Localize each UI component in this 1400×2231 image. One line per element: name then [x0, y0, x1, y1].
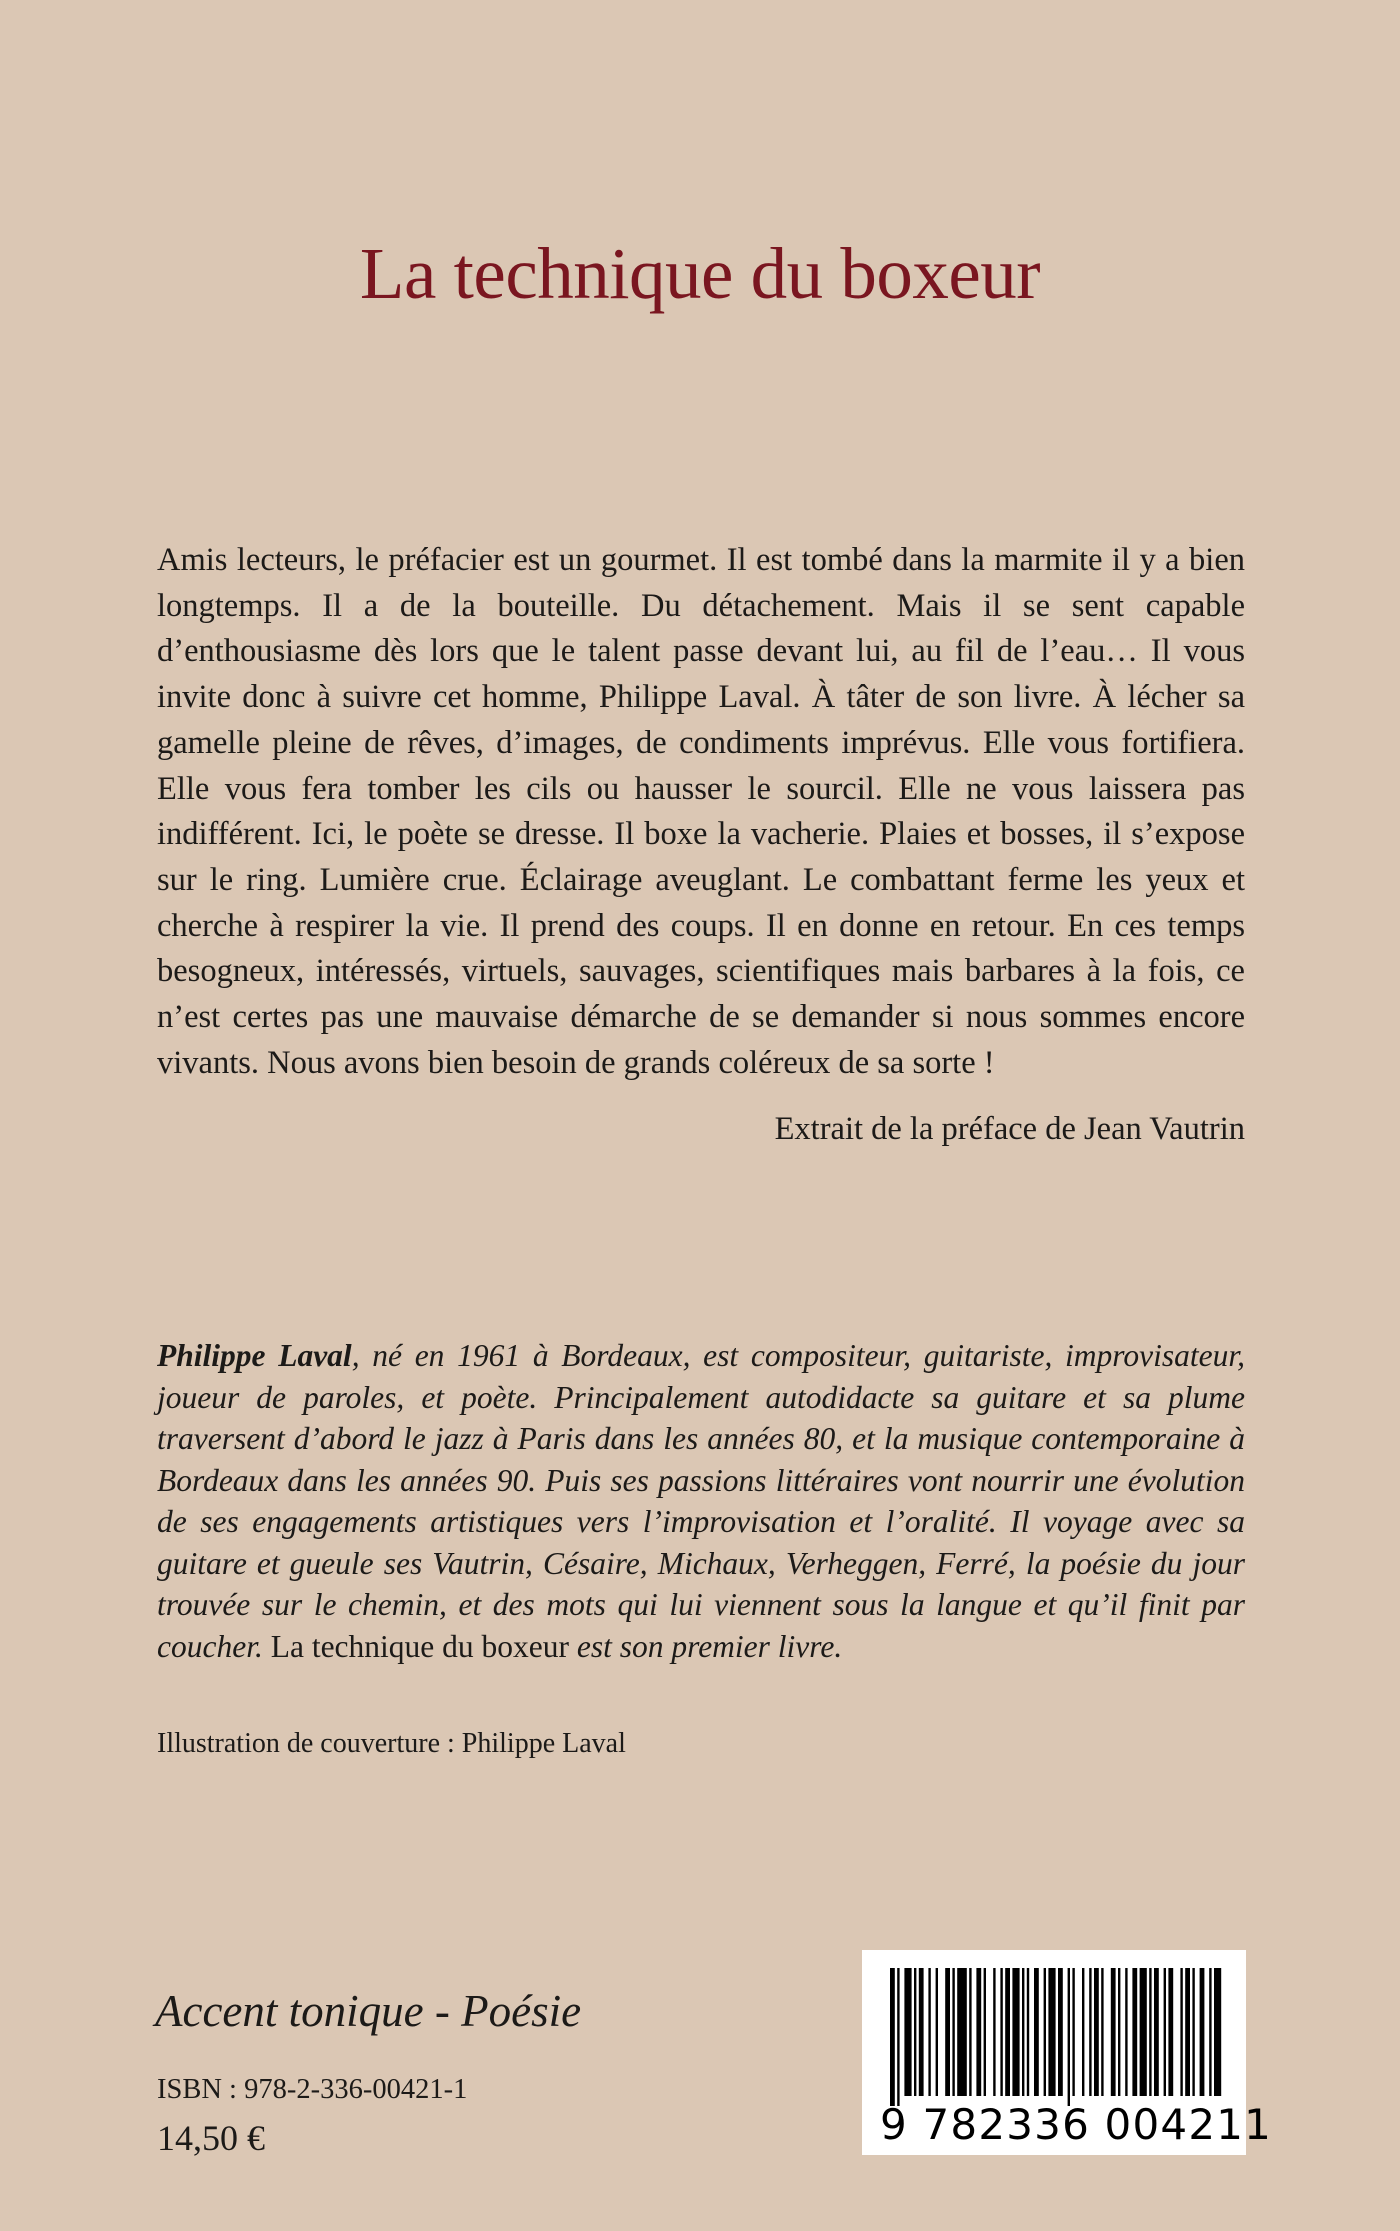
- bio-text-end: est son premier livre.: [568, 1628, 843, 1664]
- barcode-bar: [1125, 1968, 1127, 2096]
- barcode-bar: [1027, 1968, 1029, 2096]
- author-name: Philippe Laval: [157, 1338, 352, 1373]
- barcode-bar: [952, 1968, 954, 2096]
- barcode-bar: [1168, 1968, 1173, 2096]
- collection-name: Accent tonique - Poésie: [155, 1986, 582, 2036]
- barcode-bar: [1185, 1968, 1190, 2096]
- barcode-bar: [1209, 1968, 1211, 2096]
- barcode-bar: [1140, 1968, 1147, 2096]
- barcode-bar: [1094, 1968, 1099, 2096]
- barcode-bar: [1111, 1968, 1116, 2096]
- barcode-bar: [1118, 1968, 1120, 2096]
- barcode-bar: [1022, 1968, 1024, 2096]
- barcode-bar: [890, 1968, 895, 2106]
- price: 14,50 €: [157, 2118, 265, 2158]
- barcode-bar: [897, 1968, 899, 2106]
- barcode-bar: [928, 1968, 930, 2096]
- barcode-bar: [1082, 1968, 1084, 2096]
- barcode-bar: [1089, 1968, 1091, 2096]
- barcode-bar: [1068, 1968, 1070, 2106]
- barcode-bar: [1005, 1968, 1010, 2096]
- barcode-bar: [1132, 1968, 1137, 2096]
- barcode-bar: [1034, 1968, 1039, 2096]
- barcode-bar: [1044, 1968, 1046, 2096]
- barcode-bar: [1192, 1968, 1194, 2096]
- barcode-bar: [936, 1968, 938, 2096]
- barcode-bar: [914, 1968, 916, 2096]
- barcode-bar: [1214, 1968, 1221, 2096]
- barcode-bar: [976, 1968, 981, 2096]
- barcode-bar: [1072, 1968, 1074, 2096]
- bio-text: , né en 1961 à Bordeaux, est compositeur, guitariste, improvisateur, joueur de paroles, et poète. Principalement autodidacte sa guitare et sa plume traversent d’abord le jazz à Paris dans les années 80, et la musique contemporaine à Bordeaux dans les années 90. Puis ses passions littéraires vont nourrir une évolution de ses engagements artistiques vers l’improvisation et l’oralité. Il voyage avec sa guitare et gueule ses Vautrin, Césaire, Michaux, Verheggen, Ferré, la poésie du jour trouvée sur le chemin, et des mots qui lui viennent sous la langue et qu’il finit par coucher.: [157, 1338, 1245, 1664]
- author-biography: [157, 1335, 1245, 1667]
- barcode-panel: [862, 1950, 1273, 2155]
- barcode-bar: [984, 1968, 986, 2096]
- barcode-bar: [1180, 1968, 1182, 2096]
- barcode-bar: [957, 1968, 967, 2096]
- barcode-bar: [1154, 1968, 1159, 2096]
- illustration-credit: Illustration de couverture : Philippe Laval: [157, 1728, 626, 1759]
- barcode-bar: [969, 1968, 971, 2096]
- barcode-bar: [904, 1968, 911, 2096]
- barcode-bar: [1048, 1968, 1055, 2096]
- preface-excerpt: Amis lecteurs, le préfacier est un gourmet. Il est tombé dans la marmite il y a bien longtemps. Il a de la bouteille. Du détachement. Mais il se sent capable d’enthousiasme dès lors que le talent passe devant lui, au fil de l’eau… Il vous invite donc à suivre cet homme, Philippe Laval. À tâter de son livre. À lécher sa gamelle pleine de rêves, d’images, de condiments imprévus. Elle vous fortifiera. Elle vous fera tomber les cils ou hausser le sourcil. Elle ne vous laissera pas indifférent. Ici, le poète se dresse. Il boxe la vacherie. Plaies et bosses, il s’expose sur le ring. Lumière crue. Éclairage aveuglant. Le combattant ferme les yeux et cherche à respirer la vie. Il prend des coups. Il en donne en retour. En ces temps besogneux, intéressés, virtuels, sauvages, scientifiques mais barbares à la fois, ce n’est certes pas une mauvaise démarche de se demander si nous sommes encore vivants. Nous avons bien besoin de grands coléreux de sa sorte !: [157, 542, 1245, 1081]
- barcode-bar: [919, 1968, 924, 2096]
- barcode-bar: [993, 1968, 995, 2096]
- barcode-bar: [1149, 1968, 1151, 2096]
- book-title: La technique du boxeur: [359, 233, 1041, 314]
- barcode-bar: [1012, 1968, 1019, 2096]
- excerpt-attribution: Extrait de la préface de Jean Vautrin: [774, 1111, 1245, 1147]
- bio-book-title: La technique du boxeur: [270, 1628, 569, 1664]
- isbn: ISBN : 978-2-336-00421-1: [157, 2074, 468, 2105]
- barcode-bar: [945, 1968, 950, 2096]
- barcode-icon: [886, 1968, 1222, 2106]
- barcode-bar: [1058, 1968, 1063, 2096]
- barcode-bar: [1200, 1968, 1205, 2096]
- barcode-bar: [1101, 1968, 1103, 2096]
- barcode-bar: [1000, 1968, 1002, 2096]
- barcode-digits: 9 782336 004211: [880, 2100, 1273, 2149]
- barcode-bar: [1164, 1968, 1166, 2096]
